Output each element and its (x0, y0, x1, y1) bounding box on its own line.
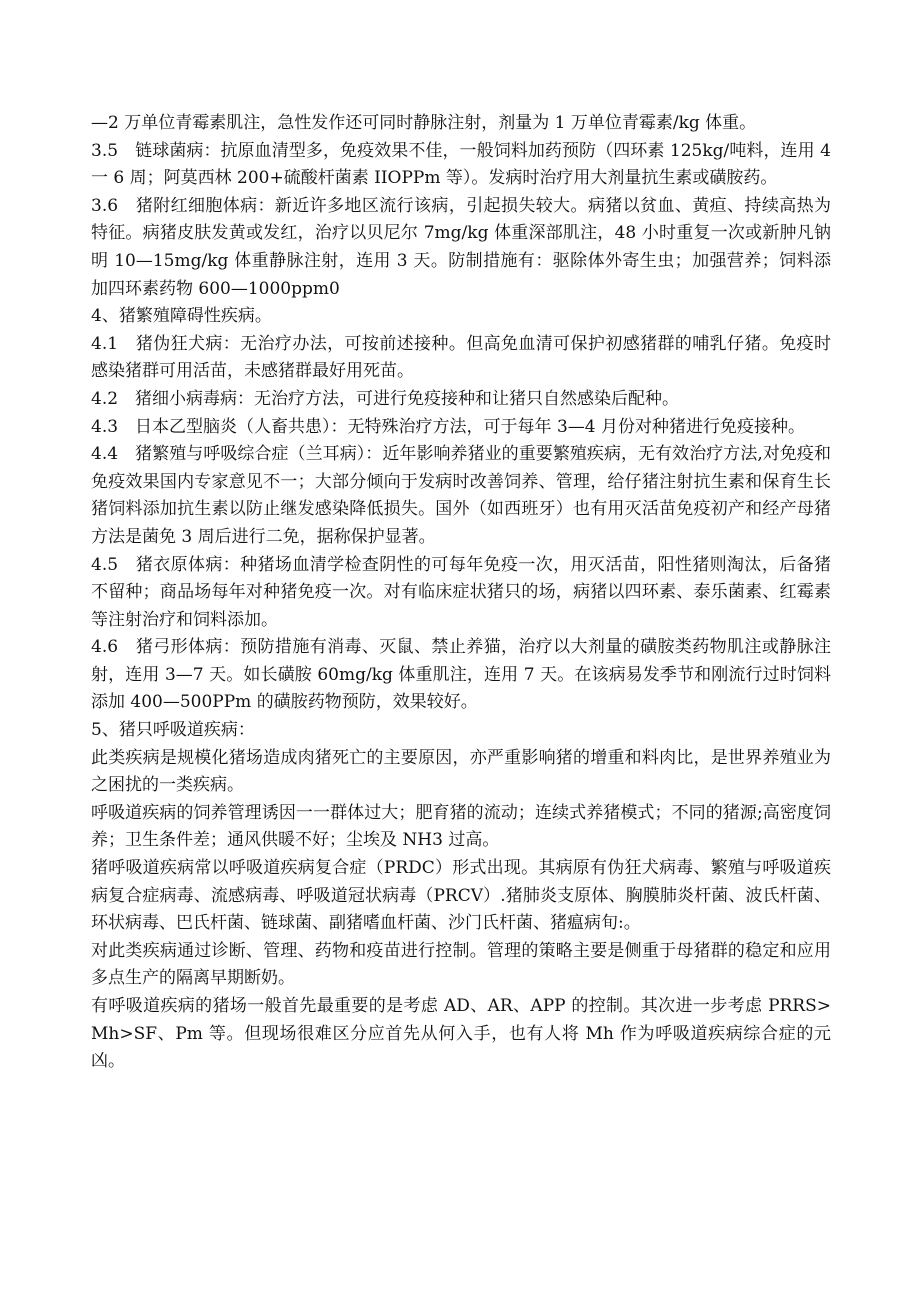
document-body (91, 110, 831, 1076)
paragraph-prdc-pathogens: 猪呼吸道疾病常以呼吸道疾病复合症（PRDC）形式出现。其病原有伪狂犬病毒、繁殖与呼吸道疾病复合症病毒、流感病毒、呼吸道冠状病毒（PRCV）.猪肺炎支原体、胸膜肺炎杆菌、波氏杆菌、环状病毒、巴氏杆菌、链球菌、副猪嗜血杆菌、沙门氏杆菌、猪瘟病旬:。 (91, 858, 831, 934)
paragraph-3-6-eperythrozoonosis: 3.6 猪附红细胞体病：新近许多地区流行该病，引起损失较大。病猪以贫血、黄疸、持续高热为特征。病猪皮肤发黄或发红，治疗以贝尼尔 7mg/kg 体重深部肌注，48 小时重复一次或新肿凡钠明 10—15mg/kg 体重静脉注射，连用 3 天。防制措施有：驱除体外寄生虫；加强营养；饲料添加四环素药物 600—1000ppm0 (91, 195, 831, 299)
paragraph-4-6-toxoplasmosis: 4.6 猪弓形体病：预防措施有消毒、灭鼠、禁止养猫，治疗以大剂量的磺胺类药物肌注或静脉注射，连用 3—7 天。如长磺胺 60mg/kg 体重肌注，连用 7 天。在该病易发季节和刚流行过时饲料添加 400—500PPm 的磺胺药物预防，效果较好。 (91, 637, 831, 713)
paragraph-control-priority: 有呼吸道疾病的猪场一般首先最重要的是考虑 AD、AR、APP 的控制。其次进一步考虑 PRRS>Mh>SF、Pm 等。但现场很难区分应首先从何入手，也有人将 Mh 作为呼吸道疾病综合症的元凶。 (91, 996, 831, 1072)
paragraph-3-5-streptococcus: 3.5 链球菌病：抗原血清型多，免疫效果不佳，一般饲料加药预防（四环素 125kg/吨料，连用 4 一 6 周；阿莫西林 200+硫酸杆菌素 IIOPPm 等）。发病时治疗用大剂量抗生素或磺胺药。 (91, 140, 831, 189)
paragraph-4-5-chlamydia: 4.5 猪衣原体病：种猪场血清学检查阴性的可每年免疫一次，用灭活苗，阳性猪则淘汰，后备猪不留种；商品场每年对种猪免疫一次。对有临床症状猪只的场，病猪以四环素、泰乐菌素、红霉素等注射治疗和饲料添加。 (91, 554, 831, 630)
paragraph-respiratory-intro: 此类疾病是规模化猪场造成肉猪死亡的主要原因，亦严重影响猪的增重和料肉比，是世界养殖业为之困扰的一类疾病。 (91, 747, 831, 796)
paragraph-penicillin-dose: —2 万单位青霉素肌注，急性发作还可同时静脉注射，剂量为 1 万单位青霉素/kg 体重。 (91, 113, 757, 133)
paragraph-control-strategy: 对此类疾病通过诊断、管理、药物和疫苗进行控制。管理的策略主要是侧重于母猪群的稳定和应用多点生产的隔离早期断奶。 (91, 940, 831, 989)
paragraph-4-4-prrs: 4.4 猪繁殖与呼吸综合症（兰耳病）：近年影响养猪业的重要繁殖疾病，无有效治疗方法,对免疫和免疫效果国内专家意见不一；大部分倾向于发病时改善饲养、管理，给仔猪注射抗生素和保育生长猪饲料添加抗生素以防止继发感染降低损失。国外（如西班牙）也有用灭活苗免疫初产和经产母猪方法是菌免 3 周后进行二免，据称保护显著。 (91, 444, 831, 547)
paragraph-4-1-pseudorabies: 4.1 猪伪狂犬病：无治疗办法，可按前述接种。但高免血清可保护初感猪群的哺乳仔猪。免疫时感染猪群可用活苗，未感猪群最好用死苗。 (91, 333, 831, 382)
paragraph-4-2-parvovirus: 4.2 猪细小病毒病：无治疗方法，可进行免疫接种和让猪只自然感染后配种。 (91, 388, 680, 409)
paragraph-respiratory-causes: 呼吸道疾病的饲养管理诱因一一群体过大；肥育猪的流动；连续式养猪模式；不同的猪源;高密度饲养；卫生条件差；通风供暖不好；尘埃及 NH3 过高。 (91, 802, 831, 851)
paragraph-4-3-japanese-encephalitis: 4.3 日本乙型脑炎（人畜共患）：无特殊治疗方法，可于每年 3—4 月份对种猪进行免疫接种。 (91, 416, 805, 437)
heading-5-respiratory-diseases: 5、猪只呼吸道疾病： (91, 720, 255, 741)
heading-4-reproductive-diseases: 4、猪繁殖障碍性疾病。 (91, 306, 272, 327)
